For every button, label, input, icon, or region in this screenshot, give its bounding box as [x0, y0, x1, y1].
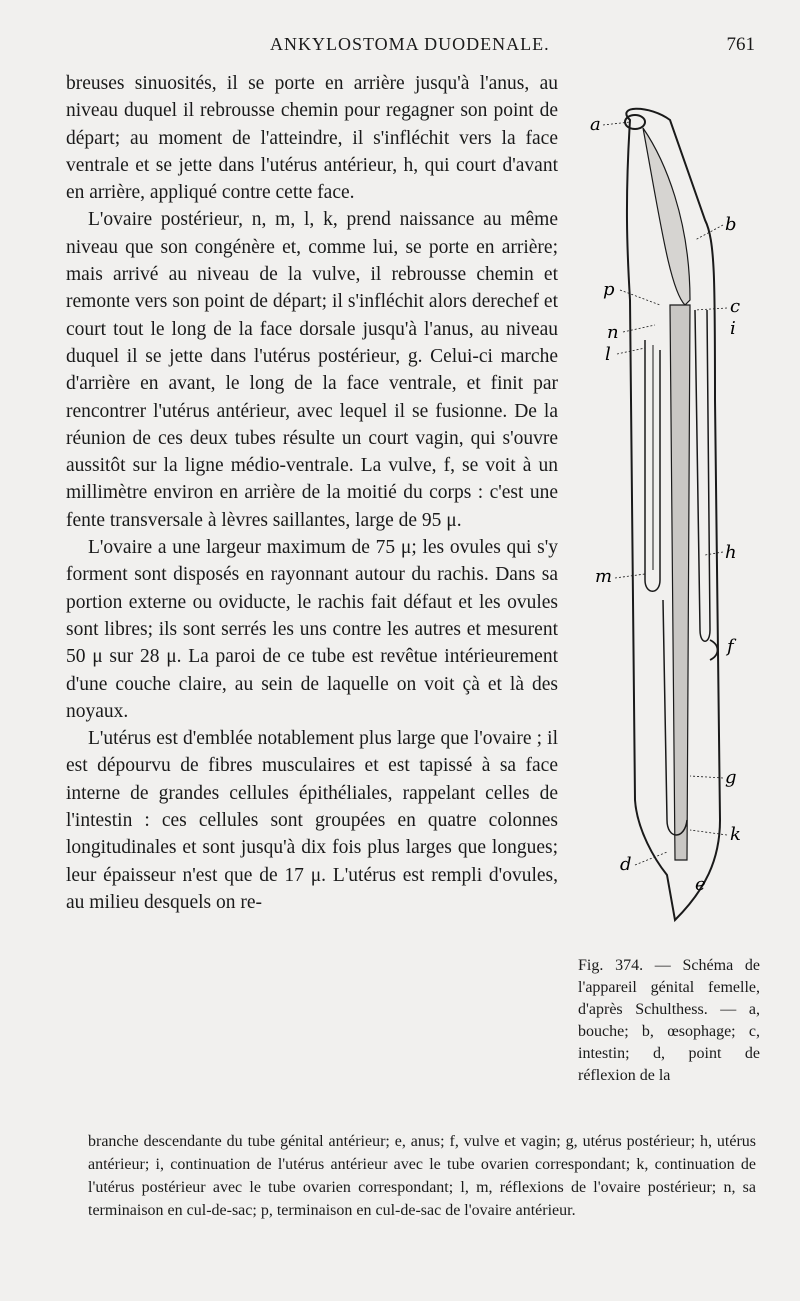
running-title: ANKYLOSTOMA DUODENALE.	[270, 34, 550, 54]
label-leader	[690, 830, 727, 835]
paragraph: breuses sinuosités, il se porte en arrière jusqu'à l'anus, au niveau duquel il rebrousse chemin pour regagner son point de départ; au moment de l'atteindre, il s'infléchit vers la face ventrale et se jette dans l'utérus antérieur, h, qui court d'avant en arrière, appliqué contre cette face.	[66, 73, 558, 204]
figure-label: i	[730, 318, 736, 339]
body-text	[66, 70, 558, 916]
figure-label: e	[695, 874, 706, 895]
figure-caption-bottom: branche descendante du tube génital antérieur; e, anus; f, vulve et vagin; g, utérus postérieur; h, utérus antérieur; i, continuation de l'utérus antérieur avec le tube ovarien correspondant; k, continuation de l'utérus postérieur avec le tube ovarien correspondant; l, m, réflexions de l'ovaire postérieur; n, sa terminaison en cul-de-sac; p, terminaison en cul-de-sac de l'ovaire antérieur.	[88, 1133, 756, 1219]
figure-label: l	[605, 344, 611, 365]
label-leader	[623, 325, 655, 332]
uterus-tube	[695, 310, 710, 641]
figure-label: g	[725, 767, 737, 788]
figure-label: c	[730, 296, 741, 317]
label-leader	[615, 574, 645, 578]
label-leader	[690, 776, 723, 778]
label-leader	[695, 308, 727, 310]
reproductive-apparatus-diagram	[575, 100, 785, 940]
page-header	[60, 34, 760, 62]
label-leader	[705, 552, 723, 555]
label-leader	[620, 290, 660, 305]
figure-label: h	[725, 542, 737, 563]
vulva	[710, 640, 718, 660]
figure-label: m	[595, 566, 613, 587]
figure-label: d	[620, 854, 632, 875]
paragraph: L'ovaire a une largeur maximum de 75 μ; les ovules qui s'y forment sont disposés en rayonnant autour du rachis. Dans sa portion externe ou oviducte, le rachis fait défaut et les ovules sont libres; ils sont serrés les uns contre les autres et mesurent 50 μ sur 28 μ. La paroi de ce tube est revêtue intérieurement d'une couche claire, au sein de laquelle on voit çà et là des noyaux.	[66, 537, 558, 722]
page-number: 761	[726, 34, 755, 55]
figure-label: a	[590, 114, 601, 135]
figure-label: f	[727, 636, 734, 657]
intestine	[670, 305, 690, 860]
anatomical-figure	[575, 100, 785, 940]
paragraph: L'ovaire postérieur, n, m, l, k, prend naissance au même niveau que son congénère et, comme lui, se porte en arrière; mais arrivé au niveau de la vulve, il rebrousse chemin et remonte vers son point de départ; il s'infléchit alors derechef et court tout le long de la face dorsale jusqu'à l'anus, au niveau duquel il se jette dans l'utérus postérieur, g. Celui-ci marche d'arrière en avant, le long de la face ventrale, et finit par rencontrer l'utérus antérieur, avec lequel il se fusionne. De la réunion de ces deux tubes résulte un court vagin, qui s'ouvre aussitôt sur la ligne médio-ventrale. La vulve, f, se voit à un millimètre environ en arrière de la moitié du corps : c'est une fente transversale à lèvres saillantes, large de 95 μ.	[66, 209, 558, 531]
figure-label: b	[725, 214, 737, 235]
figure-caption-side: Fig. 374. — Schéma de l'appareil génital femelle, d'après Schulthess. — a, bouche; b, œsophage; c, intestin; d, point de réflexion de la	[578, 957, 760, 1084]
figure-label: n	[607, 322, 619, 343]
figure-label: p	[603, 279, 615, 300]
label-leader	[635, 852, 667, 865]
figure-label: k	[730, 824, 741, 845]
paragraph: L'utérus est d'emblée notablement plus large que l'ovaire ; il est dépourvu de fibres musculaires et est tapissé à sa face interne de grandes cellules épithéliales, rappelant celles de l'intestin : ces cellules sont groupées en quatre colonnes longitudinales et sont jusqu'à dix fois plus larges que longues; leur épaisseur n'est que de 17 μ. L'utérus est rempli d'ovules, au milieu desquels on re-	[66, 728, 558, 913]
